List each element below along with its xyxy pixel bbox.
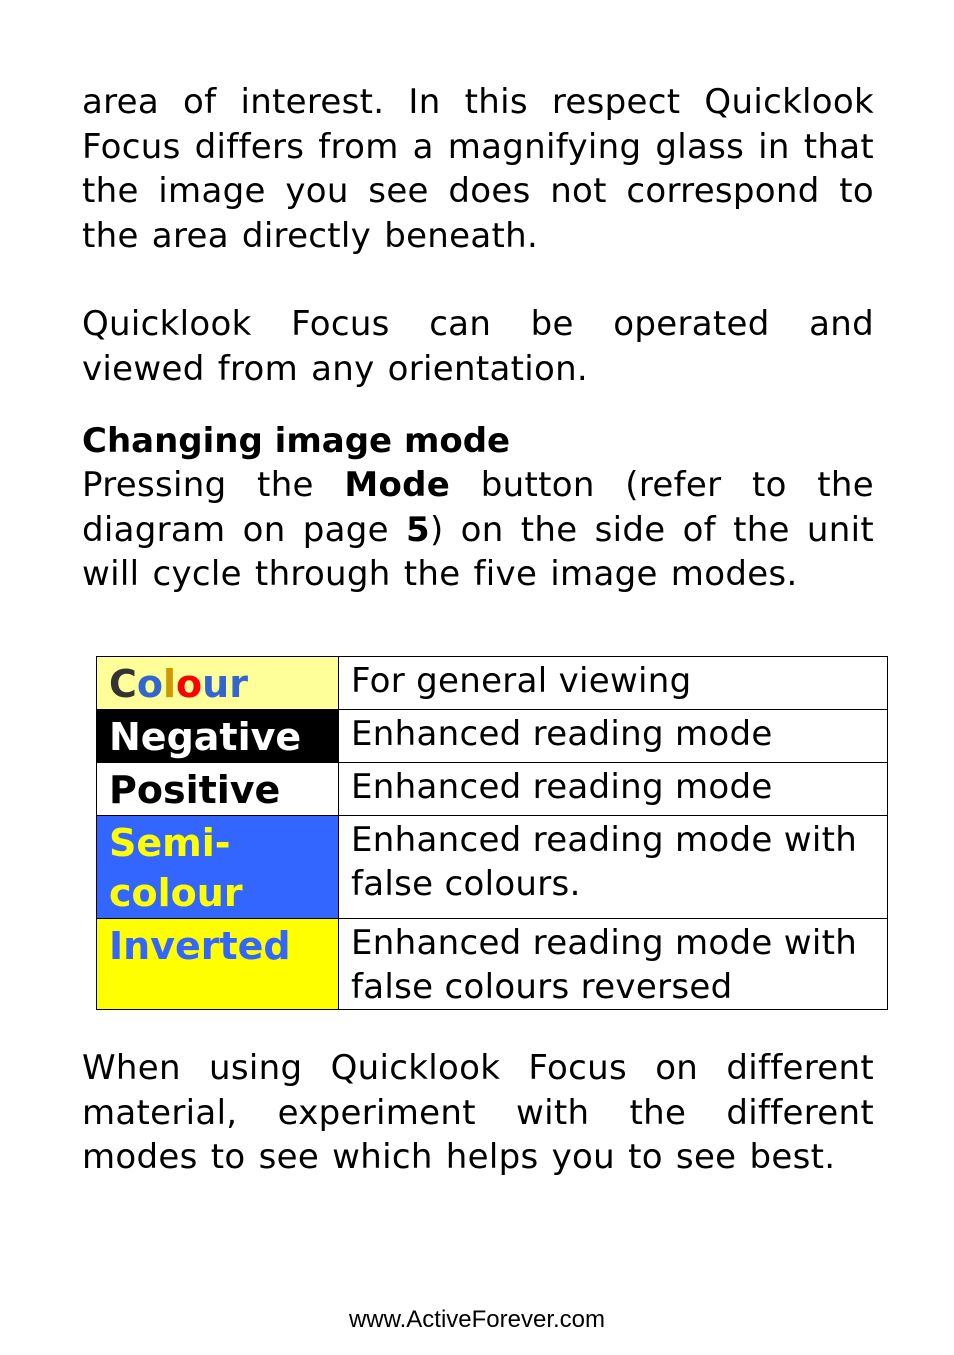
- mode-name-inverted: Inverted: [97, 919, 339, 1010]
- mode-name-negative: Negative: [97, 710, 339, 763]
- mode-name-colour: [97, 657, 339, 710]
- table-row: [97, 816, 888, 919]
- paragraph-closing: When using Quicklook Focus on different material, experiment with the different modes to see which helps you to see best.: [82, 1048, 874, 1177]
- mode-name-semi-colour: [97, 816, 339, 919]
- colour-letter: l: [163, 662, 177, 706]
- table-row: [97, 710, 888, 763]
- table-row: [97, 657, 888, 710]
- intro-text-3: ) on the side of the unit will cycle through the five image modes.: [82, 509, 874, 594]
- colour-letter: C: [109, 662, 137, 706]
- section-heading: Changing image mode: [82, 421, 511, 461]
- mode-description: Enhanced reading mode with false colours.: [339, 816, 888, 919]
- mode-name-positive: Positive: [97, 763, 339, 816]
- mode-description: Enhanced reading mode: [339, 710, 888, 763]
- page-content: [82, 80, 874, 597]
- paragraph-orientation: Quicklook Focus can be operated and viewed from any orientation.: [82, 304, 874, 389]
- closing-block: [82, 1046, 874, 1180]
- colour-letter: o: [176, 662, 203, 706]
- semi-line-1: Semi-: [109, 821, 231, 865]
- mode-description: For general viewing: [339, 657, 888, 710]
- mode-description: Enhanced reading mode with false colours reversed: [339, 919, 888, 1010]
- intro-text-1: Pressing the: [82, 465, 345, 505]
- table-row: [97, 919, 888, 1010]
- intro-text-2: button (refer to the diagram on page: [82, 465, 874, 550]
- footer-url: www.ActiveForever.com: [348, 1306, 606, 1333]
- colour-letter: o: [136, 662, 163, 706]
- colour-letter: u: [202, 662, 230, 706]
- image-modes-table: [96, 656, 888, 1010]
- semi-line-2: colour: [109, 871, 243, 915]
- page-ref: 5: [405, 509, 430, 550]
- colour-letter: r: [229, 662, 248, 706]
- paragraph-mode-intro: [82, 463, 874, 597]
- mode-button-ref: Mode: [344, 465, 451, 505]
- paragraph-interest: area of interest. In this respect Quicklook Focus differs from a magnifying glass in that the image you see does not correspond to the area directly beneath.: [82, 82, 874, 256]
- mode-description: Enhanced reading mode: [339, 763, 888, 816]
- table-row: [97, 763, 888, 816]
